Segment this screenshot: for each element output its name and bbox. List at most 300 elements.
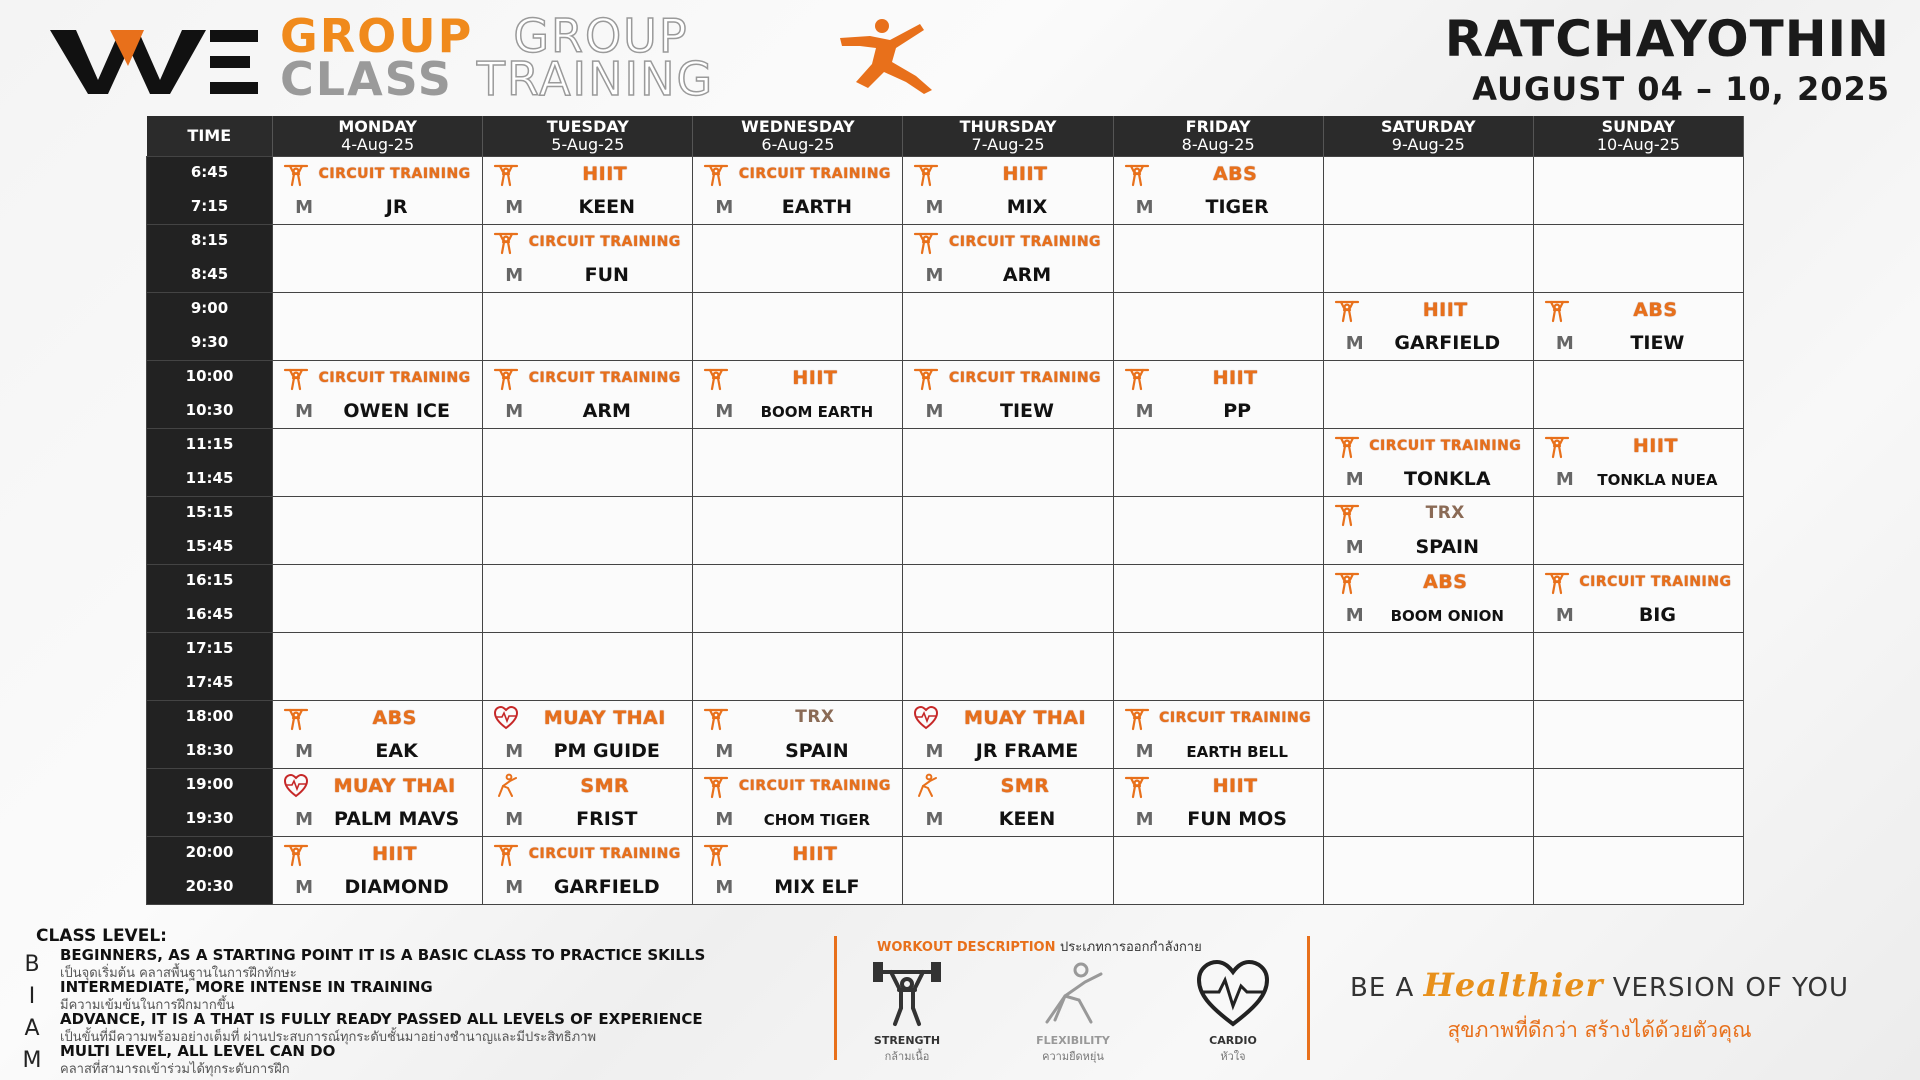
schedule-cell <box>1113 293 1323 361</box>
schedule-cell <box>483 497 693 565</box>
workout-type-en: STRENGTH <box>873 1034 941 1047</box>
level-item <box>20 1010 820 1045</box>
class-entry[interactable] <box>273 769 482 836</box>
brand-line2: CLASS <box>280 52 453 106</box>
class-entry[interactable] <box>483 361 692 428</box>
trainer-name: CHOM TIGER <box>763 811 871 829</box>
weightlifter-icon <box>1124 705 1150 731</box>
schedule-cell <box>1323 157 1533 225</box>
level-item <box>20 946 820 981</box>
weightlifter-icon <box>1124 365 1150 391</box>
level-item <box>20 1042 820 1077</box>
weightlifter-icon <box>493 841 519 867</box>
schedule-cell[interactable] <box>1323 293 1533 361</box>
schedule-cell[interactable] <box>1533 293 1743 361</box>
schedule-cell <box>1533 225 1743 293</box>
weightlifter-icon <box>1334 501 1360 527</box>
class-name: CIRCUIT TRAINING <box>318 166 471 182</box>
class-entry[interactable] <box>273 701 482 768</box>
class-entry[interactable] <box>693 769 902 836</box>
workout-type-cardio <box>1183 960 1283 1065</box>
class-level: M <box>505 877 524 898</box>
class-level: M <box>1135 401 1154 422</box>
weightlifter-icon <box>703 161 729 187</box>
schedule-cell <box>693 429 903 497</box>
workout-description <box>834 936 1310 1063</box>
class-name: HIIT <box>1632 435 1678 457</box>
slot-start: 15:15 <box>185 503 234 521</box>
class-level: M <box>505 197 524 218</box>
schedule-cell[interactable] <box>483 701 693 769</box>
weightlifter-icon <box>703 365 729 391</box>
day-date: 5-Aug-25 <box>551 135 625 154</box>
schedule-cell[interactable] <box>273 701 483 769</box>
workout-type-en: FLEXIBILITY <box>1036 1034 1110 1047</box>
weightlifter-icon <box>283 705 309 731</box>
weightlifter-icon <box>869 960 945 1030</box>
schedule-cell[interactable] <box>483 361 693 429</box>
level-letter: M <box>22 1048 42 1073</box>
schedule-cell[interactable] <box>483 157 693 225</box>
brand-line2-ghost: TRAINING <box>476 52 715 106</box>
class-level: M <box>295 401 313 422</box>
schedule-cell <box>273 565 483 633</box>
class-level: M <box>295 877 313 898</box>
class-entry[interactable] <box>1324 497 1533 564</box>
class-entry[interactable] <box>903 225 1112 292</box>
weightlifter-icon <box>703 841 729 867</box>
class-level: M <box>715 809 734 830</box>
schedule-cell[interactable] <box>903 701 1113 769</box>
class-level: M <box>295 197 313 218</box>
schedule-table <box>146 116 1744 905</box>
weightlifter-icon <box>1334 433 1360 459</box>
schedule-cell <box>693 633 903 701</box>
class-level: M <box>1555 333 1574 354</box>
class-level: M <box>1555 605 1574 626</box>
time-slot-row <box>147 769 1744 837</box>
class-entry[interactable] <box>903 361 1112 428</box>
class-entry[interactable] <box>483 837 692 904</box>
class-levels <box>20 926 820 1077</box>
schedule-cell <box>1113 225 1323 293</box>
schedule-cell[interactable] <box>693 157 903 225</box>
schedule-cell <box>483 633 693 701</box>
day-header <box>693 116 903 157</box>
class-entry[interactable] <box>483 769 692 836</box>
class-name: HIIT <box>582 163 628 185</box>
trainer-name: JR <box>385 196 408 218</box>
day-name: SUNDAY <box>1601 117 1676 136</box>
class-entry[interactable] <box>273 157 482 224</box>
class-level: M <box>295 741 313 762</box>
heartbeat-icon <box>1195 960 1271 1030</box>
slot-start: 6:45 <box>190 163 229 181</box>
schedule-cell <box>1533 701 1743 769</box>
level-th: คลาสที่สามารถเข้าร่วมได้ทุกระดับการฝึก <box>60 1062 290 1077</box>
weightlifter-icon <box>1334 569 1360 595</box>
weightlifter-icon <box>1544 569 1570 595</box>
class-name: CIRCUIT TRAINING <box>1159 710 1312 726</box>
trainer-name: GARFIELD <box>1394 332 1501 354</box>
level-letter: A <box>24 1016 40 1041</box>
class-name: HIIT <box>792 843 838 865</box>
day-header <box>483 116 693 157</box>
class-name: CIRCUIT TRAINING <box>738 166 891 182</box>
stretch-icon <box>1035 960 1111 1030</box>
class-name: HIIT <box>372 843 418 865</box>
schedule-cell[interactable] <box>1323 429 1533 497</box>
stretch-icon <box>493 773 519 799</box>
trainer-name: OWEN ICE <box>343 400 450 422</box>
trainer-name: FRIST <box>576 808 638 830</box>
class-entry[interactable] <box>693 157 902 224</box>
class-entry[interactable] <box>273 837 482 904</box>
schedule-cell[interactable] <box>1533 429 1743 497</box>
slogan-highlight: Healthier <box>1423 966 1604 1004</box>
class-level: M <box>295 809 313 830</box>
schedule-cell[interactable] <box>1113 361 1323 429</box>
class-name: HIIT <box>1212 367 1258 389</box>
class-name: CIRCUIT TRAINING <box>318 370 471 386</box>
class-level: M <box>505 265 524 286</box>
slogan-post: VERSION OF YOU <box>1612 973 1850 1003</box>
level-letter: I <box>28 984 36 1009</box>
schedule-cell <box>1113 565 1323 633</box>
class-level: M <box>1135 197 1154 218</box>
class-entry[interactable] <box>903 701 1112 768</box>
class-level: M <box>1135 741 1154 762</box>
workout-title <box>877 936 1202 957</box>
day-date: 6-Aug-25 <box>761 135 835 154</box>
trainer-name: EARTH <box>781 196 853 218</box>
class-entry[interactable] <box>483 225 692 292</box>
class-name: CIRCUIT TRAINING <box>948 234 1102 250</box>
class-entry[interactable] <box>1534 293 1743 360</box>
schedule-cell[interactable] <box>273 769 483 837</box>
schedule-cell <box>483 293 693 361</box>
class-name: MUAY THAI <box>333 775 456 797</box>
class-entry[interactable] <box>1324 565 1533 632</box>
class-name: SMR <box>580 775 630 797</box>
weightlifter-icon <box>913 229 939 255</box>
schedule-cell[interactable] <box>1113 157 1323 225</box>
class-level: M <box>925 265 944 286</box>
class-name: TRX <box>795 707 835 727</box>
level-en: BEGINNERS, AS A STARTING POINT IT IS A BASIC CLASS TO PRACTICE SKILLS <box>60 946 706 964</box>
schedule-cell <box>483 565 693 633</box>
class-name: CIRCUIT TRAINING <box>738 778 891 794</box>
time-slot <box>147 429 273 497</box>
slot-start: 20:00 <box>185 843 234 861</box>
class-entry[interactable] <box>483 157 692 224</box>
class-entry[interactable] <box>1534 429 1743 496</box>
class-level: M <box>1345 537 1364 558</box>
weightlifter-icon <box>493 229 519 255</box>
time-slot-row <box>147 225 1744 293</box>
class-name: CIRCUIT TRAINING <box>948 370 1102 386</box>
slot-start: 18:00 <box>185 707 234 725</box>
class-level: M <box>715 197 734 218</box>
schedule-cell[interactable] <box>273 361 483 429</box>
schedule-cell <box>1323 361 1533 429</box>
class-level: M <box>1345 469 1364 490</box>
trainer-name: TIEW <box>1630 332 1685 354</box>
trainer-name: TIGER <box>1205 196 1269 218</box>
level-th: เป็นจุดเริ่มต้น คลาสพื้นฐานในการฝึกทักษะ <box>60 966 297 981</box>
time-slot <box>147 225 273 293</box>
class-entry[interactable] <box>1114 157 1323 224</box>
class-name: CIRCUIT TRAINING <box>1579 574 1732 590</box>
weightlifter-icon <box>703 773 729 799</box>
schedule-header-row <box>147 116 1744 157</box>
schedule-cell <box>693 225 903 293</box>
class-name: TRX <box>1425 503 1465 523</box>
slot-end: 20:30 <box>185 877 234 895</box>
weightlifter-icon <box>1334 297 1360 323</box>
class-name: ABS <box>1212 163 1258 185</box>
time-header: TIME <box>147 116 273 157</box>
trainer-name: EAK <box>375 740 418 762</box>
schedule-cell <box>1323 225 1533 293</box>
workout-type-strength <box>857 960 957 1065</box>
day-date: 7-Aug-25 <box>971 135 1045 154</box>
slot-end: 17:45 <box>185 673 234 691</box>
schedule-cell <box>693 565 903 633</box>
schedule-cell <box>903 837 1113 905</box>
day-name: SATURDAY <box>1380 117 1476 136</box>
workout-type-th: กล้ามเนื้อ <box>884 1050 930 1063</box>
schedule-cell[interactable] <box>903 769 1113 837</box>
day-date: 4-Aug-25 <box>341 135 415 154</box>
class-name: MUAY THAI <box>543 707 666 729</box>
day-name: WEDNESDAY <box>741 117 855 136</box>
schedule-cell[interactable] <box>693 769 903 837</box>
class-level: M <box>715 877 734 898</box>
schedule-cell <box>1533 157 1743 225</box>
trainer-name: KEEN <box>998 808 1056 830</box>
slogan <box>1350 966 1849 1047</box>
class-name: CIRCUIT TRAINING <box>528 846 681 862</box>
day-date: 10-Aug-25 <box>1596 135 1680 154</box>
schedule-cell <box>273 225 483 293</box>
schedule-cell[interactable] <box>693 361 903 429</box>
class-entry[interactable] <box>1324 293 1533 360</box>
trainer-name: EARTH BELL <box>1186 743 1288 761</box>
schedule-cell[interactable] <box>273 157 483 225</box>
class-entry[interactable] <box>1534 565 1743 632</box>
class-entry[interactable] <box>1324 429 1533 496</box>
class-entry[interactable] <box>693 837 902 904</box>
level-item <box>20 978 820 1013</box>
time-slot <box>147 157 273 225</box>
day-name: MONDAY <box>338 117 417 136</box>
schedule-cell <box>903 429 1113 497</box>
class-entry[interactable] <box>1114 361 1323 428</box>
weightlifter-icon <box>1124 773 1150 799</box>
slot-end: 19:30 <box>185 809 234 827</box>
weightlifter-icon <box>283 161 309 187</box>
schedule-cell <box>903 497 1113 565</box>
schedule-cell <box>903 633 1113 701</box>
time-slot <box>147 633 273 701</box>
schedule-cell[interactable] <box>1323 565 1533 633</box>
day-name: THURSDAY <box>959 117 1057 136</box>
class-entry[interactable] <box>1114 701 1323 768</box>
class-name: HIIT <box>1002 163 1048 185</box>
weightlifter-icon <box>283 365 309 391</box>
brand-title <box>280 9 715 106</box>
stretch-icon <box>913 773 939 799</box>
time-slot <box>147 769 273 837</box>
day-header <box>1533 116 1743 157</box>
date-range: AUGUST 04 – 10, 2025 <box>1472 70 1890 108</box>
schedule-cell <box>1533 837 1743 905</box>
time-slot-row <box>147 429 1744 497</box>
schedule-cell[interactable] <box>1533 565 1743 633</box>
schedule-cell <box>693 293 903 361</box>
trainer-name: MIX <box>1006 196 1048 218</box>
class-level: M <box>925 197 944 218</box>
schedule-cell[interactable] <box>483 837 693 905</box>
schedule-cell[interactable] <box>693 837 903 905</box>
day-date: 9-Aug-25 <box>1391 135 1465 154</box>
day-header <box>1323 116 1533 157</box>
heartbeat-icon <box>493 705 519 731</box>
slogan-th: สุขภาพที่ดีกว่า สร้างได้ด้วยตัวคุณ <box>1447 1018 1752 1042</box>
class-level: M <box>505 809 524 830</box>
trainer-name: KEEN <box>578 196 636 218</box>
slot-start: 16:15 <box>185 571 234 589</box>
class-entry[interactable] <box>1114 769 1323 836</box>
slot-start: 8:15 <box>190 231 229 249</box>
class-level: M <box>1345 605 1364 626</box>
slot-start: 9:00 <box>190 299 229 317</box>
level-th: เป็นขั้นที่มีความพร้อมอย่างเต็มที่ ผ่านประสบการณ์ทุกระดับชั้นมาอย่างชำนาญและมีประสิทธิภาพ <box>60 1030 597 1045</box>
level-en: ADVANCE, IT IS A THAT IS FULLY READY PASSED ALL LEVELS OF EXPERIENCE <box>60 1010 703 1028</box>
schedule-cell[interactable] <box>903 361 1113 429</box>
class-name: CIRCUIT TRAINING <box>528 370 681 386</box>
schedule-cell[interactable] <box>483 769 693 837</box>
workout-type-th: หัวใจ <box>1220 1050 1246 1063</box>
trainer-name: BOOM ONION <box>1390 607 1504 625</box>
class-name: MUAY THAI <box>963 707 1087 729</box>
trainer-name: FUN <box>584 264 629 286</box>
time-slot-row <box>147 293 1744 361</box>
schedule-cell <box>1323 837 1533 905</box>
schedule-cell <box>1533 361 1743 429</box>
slot-end: 7:15 <box>190 197 229 215</box>
class-name: HIIT <box>792 367 838 389</box>
slot-end: 18:30 <box>185 741 234 759</box>
schedule-cell <box>273 429 483 497</box>
schedule-cell <box>273 633 483 701</box>
schedule-cell <box>1533 769 1743 837</box>
weightlifter-icon <box>283 841 309 867</box>
schedule-cell[interactable] <box>1323 497 1533 565</box>
schedule-body <box>147 157 1744 905</box>
class-level: M <box>925 741 944 762</box>
schedule-cell <box>1113 837 1323 905</box>
class-entry[interactable] <box>693 361 902 428</box>
trainer-name: DIAMOND <box>344 876 449 898</box>
workout-type-en: CARDIO <box>1209 1034 1257 1047</box>
slogan-pre: BE A <box>1350 973 1415 1003</box>
class-entry[interactable] <box>903 769 1112 836</box>
class-name: ABS <box>1423 571 1468 593</box>
class-level: M <box>715 741 734 762</box>
schedule-cell[interactable] <box>1113 701 1323 769</box>
slot-end: 9:30 <box>190 333 229 351</box>
weightlifter-icon <box>493 161 519 187</box>
class-entry[interactable] <box>483 701 692 768</box>
schedule-cell[interactable] <box>903 157 1113 225</box>
weightlifter-icon <box>913 365 939 391</box>
slot-end: 16:45 <box>185 605 234 623</box>
time-slot <box>147 565 273 633</box>
trainer-name: MIX ELF <box>774 876 860 898</box>
weightlifter-icon <box>703 705 729 731</box>
schedule-cell[interactable] <box>1113 769 1323 837</box>
schedule-cell <box>1113 633 1323 701</box>
branch-info <box>1445 10 1890 108</box>
day-name: TUESDAY <box>546 117 629 136</box>
time-slot <box>147 293 273 361</box>
heartbeat-icon <box>283 773 309 799</box>
time-slot-row <box>147 837 1744 905</box>
schedule-cell[interactable] <box>273 837 483 905</box>
schedule-cell[interactable] <box>693 701 903 769</box>
class-level: M <box>1135 809 1154 830</box>
day-header <box>1113 116 1323 157</box>
schedule-cell <box>1533 497 1743 565</box>
class-name: HIIT <box>1212 775 1258 797</box>
slot-start: 17:15 <box>185 639 234 657</box>
slot-start: 10:00 <box>185 367 234 385</box>
slot-start: 19:00 <box>185 775 234 793</box>
class-level: M <box>715 401 734 422</box>
workout-title-th: ประเภทการออกกำลังกาย <box>1060 940 1202 955</box>
schedule-cell <box>1113 497 1323 565</box>
trainer-name: TONKLA <box>1403 468 1491 490</box>
weightlifter-icon <box>1544 433 1570 459</box>
class-name: CIRCUIT TRAINING <box>1369 438 1522 454</box>
weightlifter-icon <box>1544 297 1570 323</box>
weightlifter-icon <box>913 161 939 187</box>
brand-line1: GROUP <box>280 9 474 63</box>
class-entry[interactable] <box>693 701 902 768</box>
class-entry[interactable] <box>903 157 1112 224</box>
brand-line1-ghost: GROUP <box>513 9 689 63</box>
time-slot <box>147 361 273 429</box>
we-logo <box>50 18 260 98</box>
time-slot-row <box>147 497 1744 565</box>
slot-start: 11:15 <box>185 435 234 453</box>
level-en: MULTI LEVEL, ALL LEVEL CAN DO <box>60 1042 336 1060</box>
class-level-title: CLASS LEVEL: <box>36 926 167 946</box>
slot-end: 10:30 <box>185 401 234 419</box>
day-name: FRIDAY <box>1185 117 1251 136</box>
schedule-cell <box>903 565 1113 633</box>
time-slot-row <box>147 361 1744 429</box>
trainer-name: PM GUIDE <box>553 740 660 762</box>
schedule-cell <box>273 293 483 361</box>
class-entry[interactable] <box>273 361 482 428</box>
schedule-cell[interactable] <box>483 225 693 293</box>
schedule-cell[interactable] <box>903 225 1113 293</box>
heartbeat-icon <box>913 705 939 731</box>
trainer-name: FUN MOS <box>1187 808 1287 830</box>
